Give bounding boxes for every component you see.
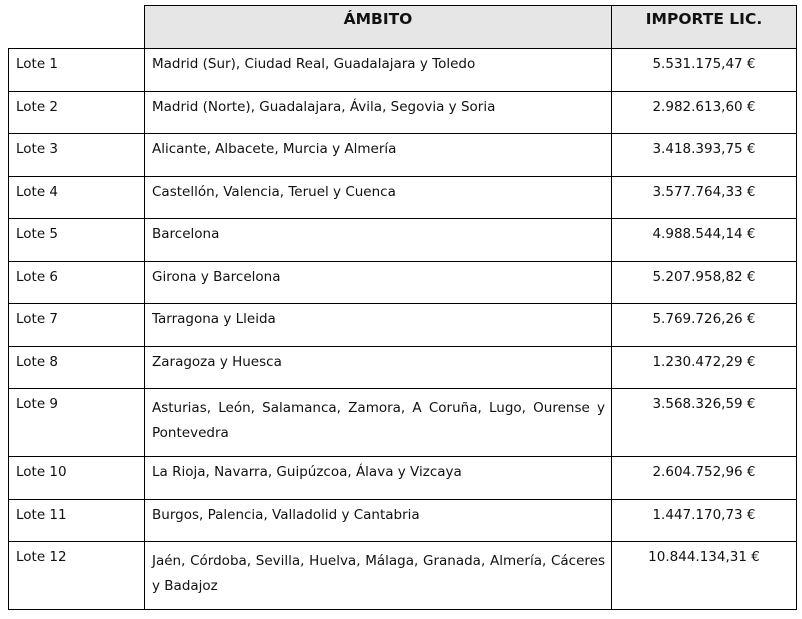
importe-cell: 5.531.175,47 € [612, 49, 797, 92]
table-row [9, 91, 797, 134]
importe-cell: 1.447.170,73 € [612, 499, 797, 542]
table-row [9, 499, 797, 542]
importe-cell: 3.577.764,33 € [612, 176, 797, 219]
header-importe: IMPORTE LIC. [612, 6, 797, 49]
header-ambito: ÁMBITO [145, 6, 612, 49]
ambito-cell: Alicante, Albacete, Murcia y Almería [145, 134, 612, 177]
table-header-row [9, 6, 797, 49]
ambito-cell: Asturias, León, Salamanca, Zamora, A Coruña, Lugo, Ourense y Pontevedra [145, 389, 612, 457]
table-row [9, 457, 797, 500]
ambito-cell: Madrid (Sur), Ciudad Real, Guadalajara y Toledo [145, 49, 612, 92]
table-row [9, 134, 797, 177]
lote-cell: Lote 1 [9, 49, 145, 92]
importe-cell: 5.207.958,82 € [612, 261, 797, 304]
ambito-cell: Barcelona [145, 219, 612, 262]
lote-cell: Lote 12 [9, 542, 145, 610]
lote-cell: Lote 10 [9, 457, 145, 500]
lote-cell: Lote 5 [9, 219, 145, 262]
table-row [9, 219, 797, 262]
ambito-cell: Girona y Barcelona [145, 261, 612, 304]
ambito-cell: Jaén, Córdoba, Sevilla, Huelva, Málaga, Granada, Almería, Cáceres y Badajoz [145, 542, 612, 610]
ambito-cell: Madrid (Norte), Guadalajara, Ávila, Segovia y Soria [145, 91, 612, 134]
table-row [9, 542, 797, 610]
lote-cell: Lote 6 [9, 261, 145, 304]
ambito-cell: Castellón, Valencia, Teruel y Cuenca [145, 176, 612, 219]
importe-cell: 3.418.393,75 € [612, 134, 797, 177]
table-row [9, 49, 797, 92]
table-row [9, 176, 797, 219]
lote-cell: Lote 9 [9, 389, 145, 457]
importe-cell: 1.230.472,29 € [612, 346, 797, 389]
importe-cell: 10.844.134,31 € [612, 542, 797, 610]
lote-cell: Lote 7 [9, 304, 145, 347]
importe-cell: 2.982.613,60 € [612, 91, 797, 134]
ambito-cell: Tarragona y Lleida [145, 304, 612, 347]
table-row [9, 346, 797, 389]
ambito-cell: La Rioja, Navarra, Guipúzcoa, Álava y Vizcaya [145, 457, 612, 500]
table-row [9, 261, 797, 304]
ambito-cell: Burgos, Palencia, Valladolid y Cantabria [145, 499, 612, 542]
importe-cell: 2.604.752,96 € [612, 457, 797, 500]
lote-cell: Lote 4 [9, 176, 145, 219]
lote-cell: Lote 8 [9, 346, 145, 389]
header-blank-cell [9, 6, 145, 49]
table-row [9, 304, 797, 347]
importe-cell: 3.568.326,59 € [612, 389, 797, 457]
lote-cell: Lote 11 [9, 499, 145, 542]
lotes-table [8, 5, 797, 610]
importe-cell: 5.769.726,26 € [612, 304, 797, 347]
lote-cell: Lote 2 [9, 91, 145, 134]
table-row [9, 389, 797, 457]
lote-cell: Lote 3 [9, 134, 145, 177]
importe-cell: 4.988.544,14 € [612, 219, 797, 262]
ambito-cell: Zaragoza y Huesca [145, 346, 612, 389]
